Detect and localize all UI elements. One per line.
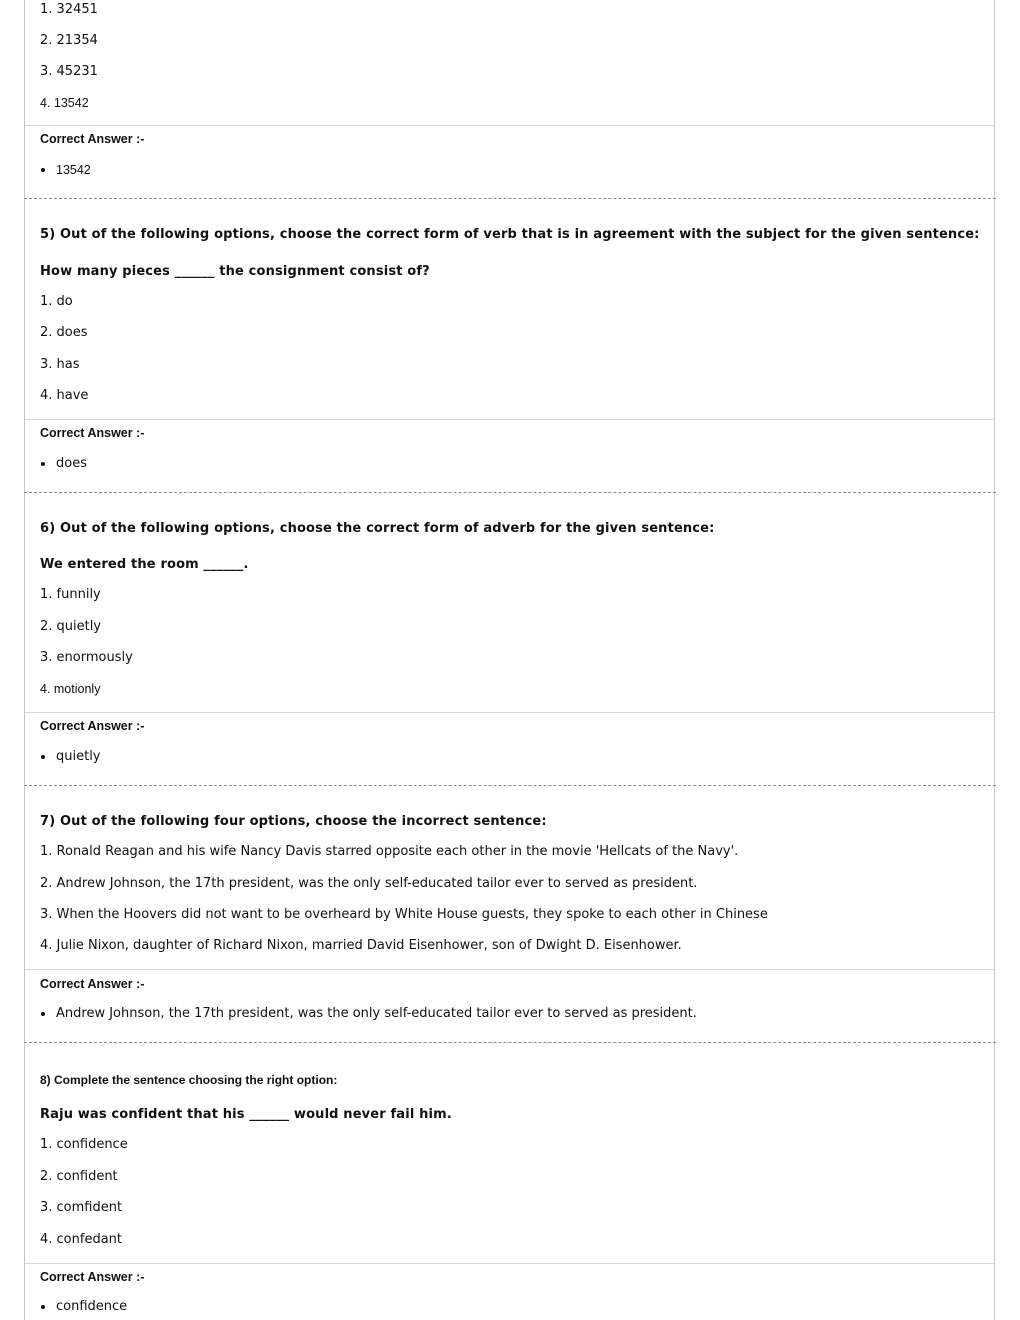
- correct-answer-label: Correct Answer :-: [40, 977, 145, 991]
- option-4: 4. 13542: [40, 96, 89, 110]
- correct-answer-label: Correct Answer :-: [40, 426, 145, 440]
- correct-answer: confidence: [40, 1299, 127, 1315]
- correct-answer: quietly: [40, 749, 101, 765]
- question-paper: [24, 0, 995, 1320]
- option-1: 1. Ronald Reagan and his wife Nancy Davis starred opposite each other in the movie 'Hellcats of the Navy'.: [40, 844, 739, 859]
- question-separator: [24, 198, 996, 199]
- question-separator: [24, 1042, 996, 1043]
- correct-answer-label: Correct Answer :-: [40, 719, 145, 733]
- question-prompt: How many pieces ______ the consignment consist of?: [40, 264, 430, 279]
- option-1: 1. confidence: [40, 1137, 128, 1152]
- option-4: 4. Julie Nixon, daughter of Richard Nixon, married David Eisenhower, son of Dwight D. Eisenhower.: [40, 938, 682, 953]
- option-1: 1. funnily: [40, 587, 101, 602]
- divider: [25, 712, 994, 713]
- option-3: 3. comfident: [40, 1200, 123, 1215]
- divider: [25, 969, 994, 970]
- option-3: 3. enormously: [40, 650, 133, 665]
- question-text: 7) Out of the following four options, choose the incorrect sentence:: [40, 814, 547, 829]
- question-text: 6) Out of the following options, choose the correct form of adverb for the given sentence:: [40, 521, 715, 536]
- option-1: 1. do: [40, 294, 73, 309]
- divider: [25, 125, 994, 126]
- option-4: 4. have: [40, 388, 89, 403]
- option-3: 3. 45231: [40, 64, 98, 79]
- correct-answer: Andrew Johnson, the 17th president, was the only self-educated tailor ever to served as president.: [40, 1006, 697, 1022]
- correct-answer-label: Correct Answer :-: [40, 132, 145, 146]
- option-1: 1. 32451: [40, 2, 98, 17]
- option-2: 2. does: [40, 325, 88, 340]
- option-4: 4. motionly: [40, 682, 101, 696]
- correct-answer: does: [40, 456, 87, 472]
- question-prompt: Raju was confident that his ______ would never fail him.: [40, 1107, 452, 1122]
- question-separator: [24, 785, 996, 786]
- option-2: 2. confident: [40, 1169, 118, 1184]
- option-3: 3. When the Hoovers did not want to be overheard by White House guests, they spoke to each other in Chinese: [40, 907, 768, 922]
- question-prompt: We entered the room ______.: [40, 557, 249, 572]
- question-separator: [24, 492, 996, 493]
- option-2: 2. Andrew Johnson, the 17th president, was the only self-educated tailor ever to served as president.: [40, 876, 698, 891]
- correct-answer: 13542: [40, 162, 91, 178]
- option-4: 4. confedant: [40, 1232, 123, 1247]
- option-2: 2. 21354: [40, 33, 98, 48]
- divider: [25, 1263, 994, 1264]
- option-3: 3. has: [40, 357, 80, 372]
- question-text: 5) Out of the following options, choose the correct form of verb that is in agreement with the subject for the given sentence:: [40, 227, 980, 242]
- divider: [25, 419, 994, 420]
- correct-answer-label: Correct Answer :-: [40, 1270, 145, 1284]
- option-2: 2. quietly: [40, 619, 102, 634]
- question-text: 8) Complete the sentence choosing the right option:: [40, 1073, 338, 1087]
